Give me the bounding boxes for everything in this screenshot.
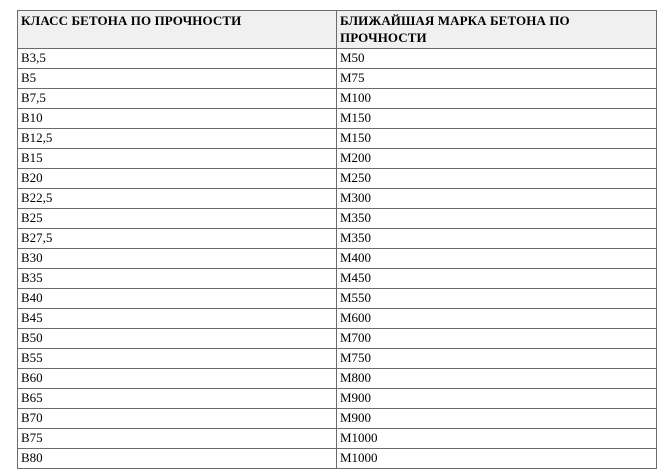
concrete-grade-cell: М700	[337, 329, 657, 349]
concrete-class-cell: В7,5	[18, 89, 337, 109]
concrete-grade-cell: М1000	[337, 429, 657, 449]
column-header-concrete-class: КЛАСС БЕТОНА ПО ПРОЧНОСТИ	[18, 11, 337, 49]
table-header	[18, 11, 657, 49]
table-row	[18, 429, 657, 449]
column-header-concrete-grade: БЛИЖАЙШАЯ МАРКА БЕТОНА ПО ПРОЧНОСТИ	[337, 11, 657, 49]
concrete-grade-cell: М900	[337, 389, 657, 409]
header-row	[18, 11, 657, 49]
concrete-class-cell: В22,5	[18, 189, 337, 209]
concrete-class-cell: В70	[18, 409, 337, 429]
concrete-class-cell: В40	[18, 289, 337, 309]
concrete-grade-cell: М550	[337, 289, 657, 309]
concrete-class-cell: В10	[18, 109, 337, 129]
table-row	[18, 409, 657, 429]
concrete-grade-cell: М300	[337, 189, 657, 209]
concrete-class-cell: В80	[18, 449, 337, 469]
concrete-class-cell: В60	[18, 369, 337, 389]
concrete-grade-cell: М1000	[337, 449, 657, 469]
concrete-grade-cell: М600	[337, 309, 657, 329]
concrete-grade-cell: М200	[337, 149, 657, 169]
concrete-grade-cell: М350	[337, 229, 657, 249]
table-row	[18, 229, 657, 249]
concrete-grade-cell: М800	[337, 369, 657, 389]
table-row	[18, 269, 657, 289]
concrete-class-cell: В45	[18, 309, 337, 329]
table-row	[18, 209, 657, 229]
table-row	[18, 289, 657, 309]
concrete-grade-cell: М75	[337, 69, 657, 89]
concrete-class-cell: В25	[18, 209, 337, 229]
table-row	[18, 69, 657, 89]
table-row	[18, 129, 657, 149]
concrete-class-cell: В15	[18, 149, 337, 169]
concrete-class-cell: В3,5	[18, 49, 337, 69]
concrete-grade-cell: М50	[337, 49, 657, 69]
concrete-grade-cell: М150	[337, 129, 657, 149]
concrete-class-cell: В55	[18, 349, 337, 369]
table-row	[18, 449, 657, 469]
table-row	[18, 189, 657, 209]
table-row	[18, 249, 657, 269]
table-row	[18, 389, 657, 409]
concrete-grade-cell: М400	[337, 249, 657, 269]
concrete-grade-cell: М150	[337, 109, 657, 129]
concrete-class-cell: В5	[18, 69, 337, 89]
table-row	[18, 169, 657, 189]
table-row	[18, 369, 657, 389]
concrete-grade-cell: М750	[337, 349, 657, 369]
concrete-class-cell: В65	[18, 389, 337, 409]
table-row	[18, 109, 657, 129]
concrete-class-cell: В27,5	[18, 229, 337, 249]
table-row	[18, 49, 657, 69]
concrete-class-cell: В12,5	[18, 129, 337, 149]
concrete-grade-cell: М900	[337, 409, 657, 429]
table-row	[18, 329, 657, 349]
concrete-class-cell: В75	[18, 429, 337, 449]
table-row	[18, 149, 657, 169]
concrete-class-cell: В35	[18, 269, 337, 289]
concrete-class-cell: В50	[18, 329, 337, 349]
concrete-grade-cell: М100	[337, 89, 657, 109]
concrete-class-cell: В20	[18, 169, 337, 189]
table-row	[18, 349, 657, 369]
table-row	[18, 89, 657, 109]
concrete-class-cell: В30	[18, 249, 337, 269]
concrete-grade-cell: М250	[337, 169, 657, 189]
concrete-grade-cell: М450	[337, 269, 657, 289]
concrete-strength-table	[17, 10, 657, 469]
concrete-grade-cell: М350	[337, 209, 657, 229]
table-body	[18, 49, 657, 469]
table-row	[18, 309, 657, 329]
